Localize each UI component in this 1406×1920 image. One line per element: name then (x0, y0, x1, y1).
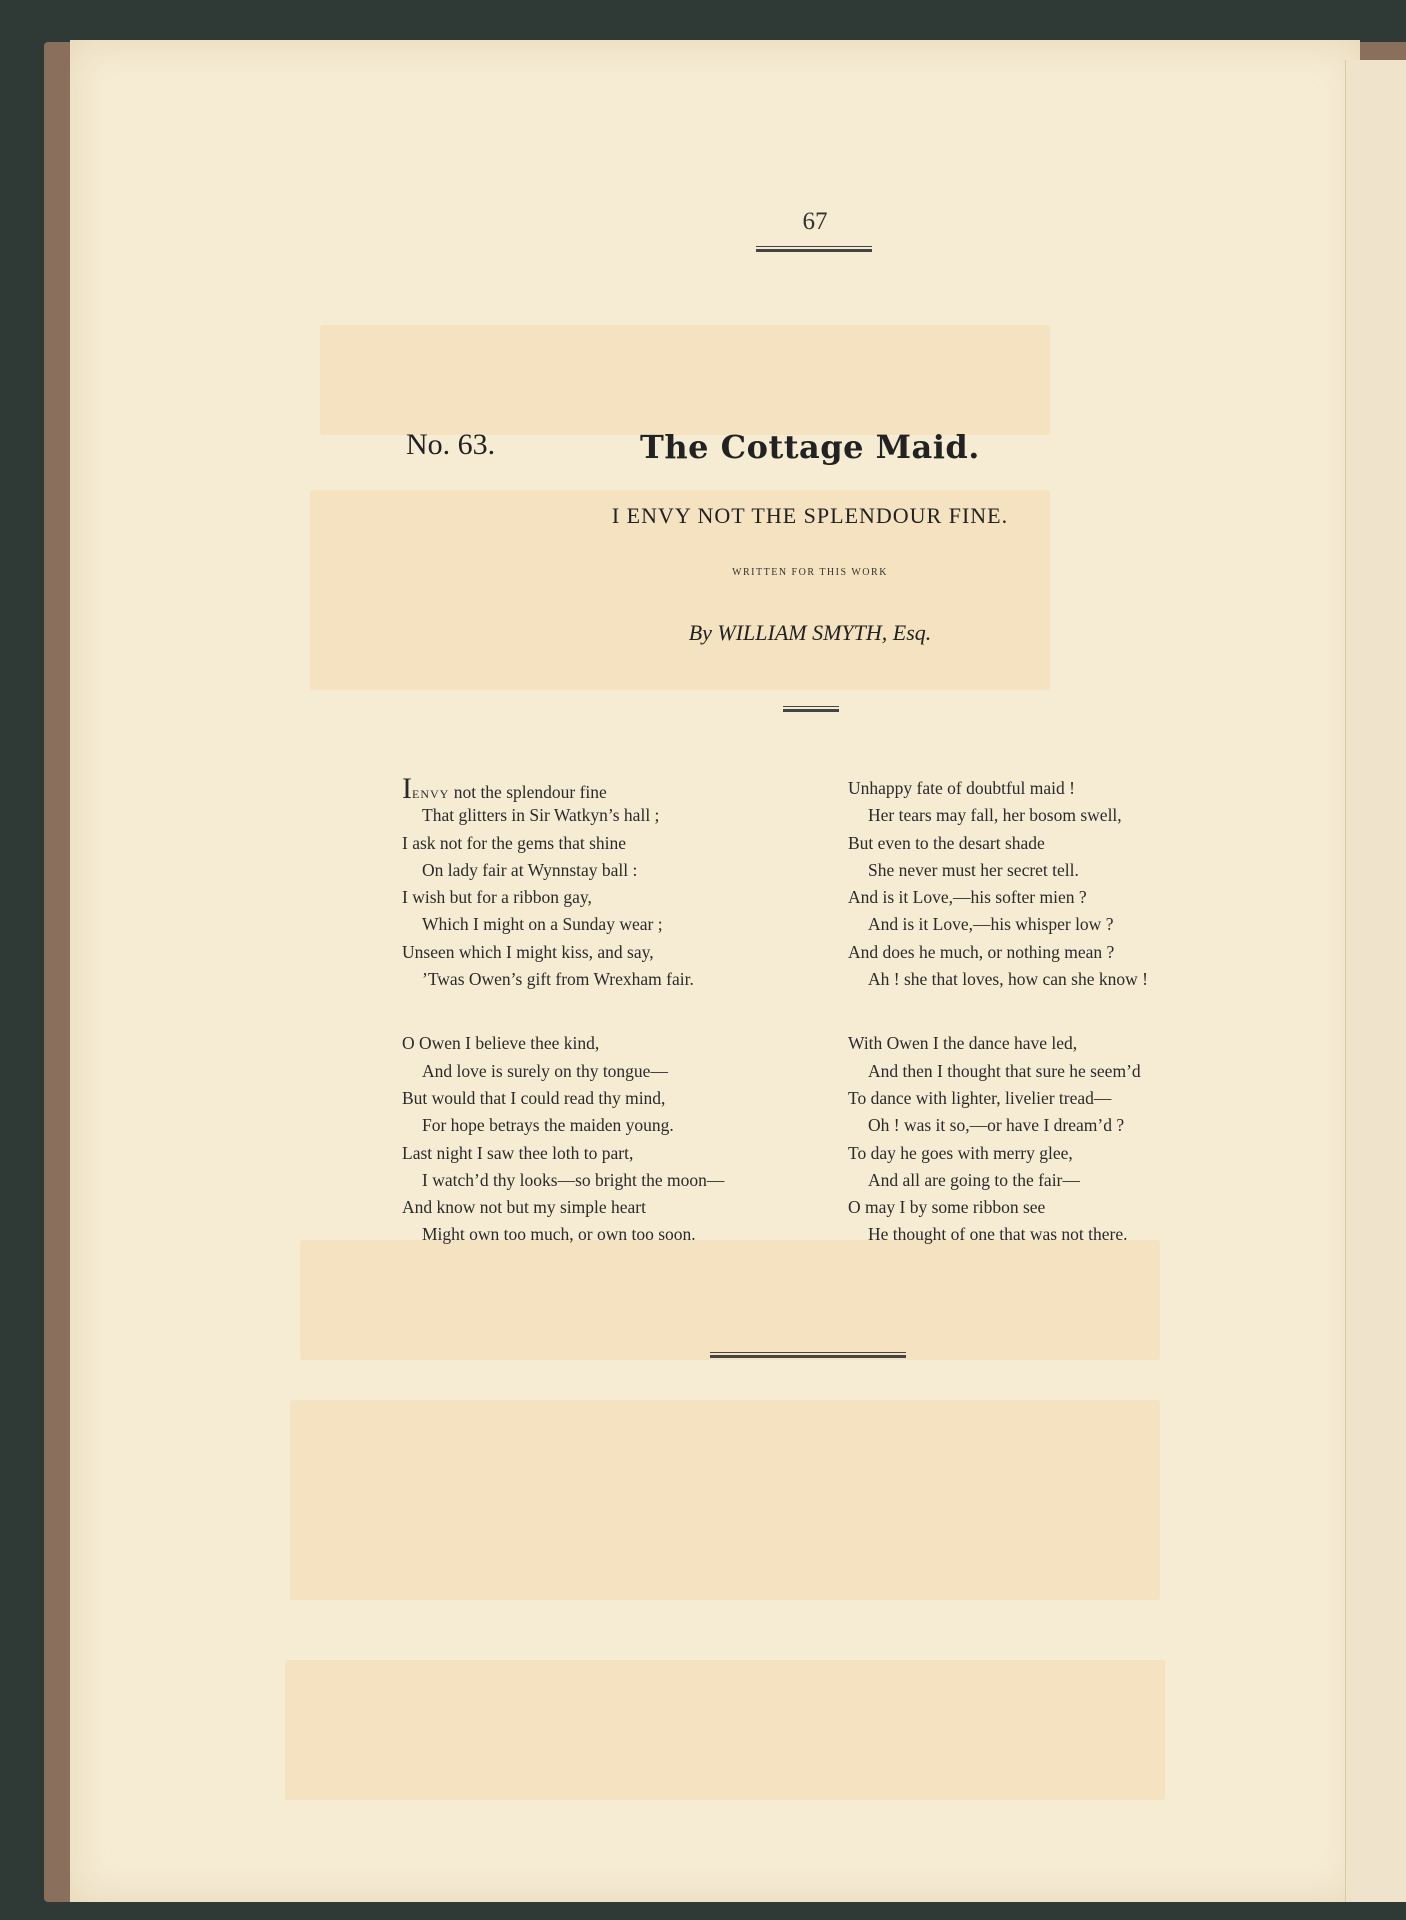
poem-line: O may I by some ribbon see (848, 1197, 1046, 1218)
stanza (402, 1030, 724, 1248)
poem-line: With Owen I the dance have led, (848, 1033, 1078, 1054)
poem-line: Oh ! was it so,—or have I dream’d ? (868, 1115, 1125, 1136)
poem-line: To day he goes with merry glee, (848, 1142, 1073, 1163)
poem-line: And is it Love,—his softer mien ? (848, 887, 1087, 908)
poem-line: But even to the desart shade (848, 832, 1045, 853)
poem-line: And all are going to the fair— (868, 1169, 1080, 1190)
poem-line: I wish but for a ribbon gay, (402, 887, 592, 908)
poem-line: That glitters in Sir Watkyn’s hall ; (422, 805, 660, 826)
poem-line: I ask not for the gems that shine (402, 832, 627, 853)
page-number: 67 (802, 208, 828, 235)
poem-line: And is it Love,—his whisper low ? (868, 914, 1114, 935)
poem-line: Might own too much, or own too soon. (422, 1224, 696, 1245)
written-for-note: WRITTEN FOR THIS WORK (732, 567, 888, 578)
page-number-rule (756, 246, 872, 252)
poem-left-column (402, 772, 725, 1286)
poem-line: Unhappy fate of doubtful maid ! (848, 778, 1075, 798)
poem-line: For hope betrays the maiden young. (422, 1115, 674, 1136)
poem-line: Unseen which I might kiss, and say, (402, 941, 654, 962)
show-through-staff (285, 1660, 1165, 1800)
poem-line-text: not the splendour fine (449, 782, 607, 802)
end-rule (710, 1352, 906, 1358)
poem-line: Which I might on a Sunday wear ; (422, 914, 663, 935)
poem-line: To dance with lighter, livelier tread— (848, 1087, 1112, 1108)
poem-line: And know not but my simple heart (402, 1197, 647, 1218)
show-through-staff (290, 1400, 1160, 1600)
small-caps-word: ENVY (412, 787, 450, 801)
poem-line: Ah ! she that loves, how can she know ! (868, 969, 1148, 990)
poem-line: And love is surely on thy tongue— (422, 1060, 668, 1081)
poem-line: O Owen I believe thee kind, (402, 1033, 600, 1054)
poem-line: But would that I could read thy mind, (402, 1087, 666, 1108)
facing-page-edge (1345, 60, 1406, 1902)
show-through-staff (320, 325, 1050, 435)
author-byline: By WILLIAM SMYTH, Esq. (688, 620, 932, 645)
stanza (402, 772, 724, 993)
poem-line: He thought of one that was not there. (868, 1224, 1128, 1245)
poem-right-column (848, 775, 1148, 1286)
poem-line: And does he much, or nothing mean ? (848, 941, 1115, 962)
title-rule (783, 706, 839, 712)
poem-line: On lady fair at Wynnstay ball : (422, 859, 638, 880)
poem-line: Her tears may fall, her bosom swell, (868, 805, 1122, 826)
song-title: I ENVY NOT THE SPLENDOUR FINE. (611, 503, 1009, 528)
poem-line: She never must her secret tell. (868, 859, 1079, 880)
poem-line: ’Twas Owen’s gift from Wrexham fair. (422, 969, 694, 990)
poem-line-first (402, 772, 724, 805)
air-title: The Cottage Maid. (640, 428, 980, 466)
poem-line: And then I thought that sure he seem’d (868, 1060, 1141, 1081)
stanza (848, 775, 1148, 993)
poem-line: I watch’d thy looks—so bright the moon— (422, 1169, 725, 1190)
song-number: No. 63. (406, 428, 496, 461)
drop-cap: I (402, 772, 412, 805)
poem-line: Last night I saw thee loth to part, (402, 1142, 634, 1163)
stanza (848, 1030, 1148, 1248)
